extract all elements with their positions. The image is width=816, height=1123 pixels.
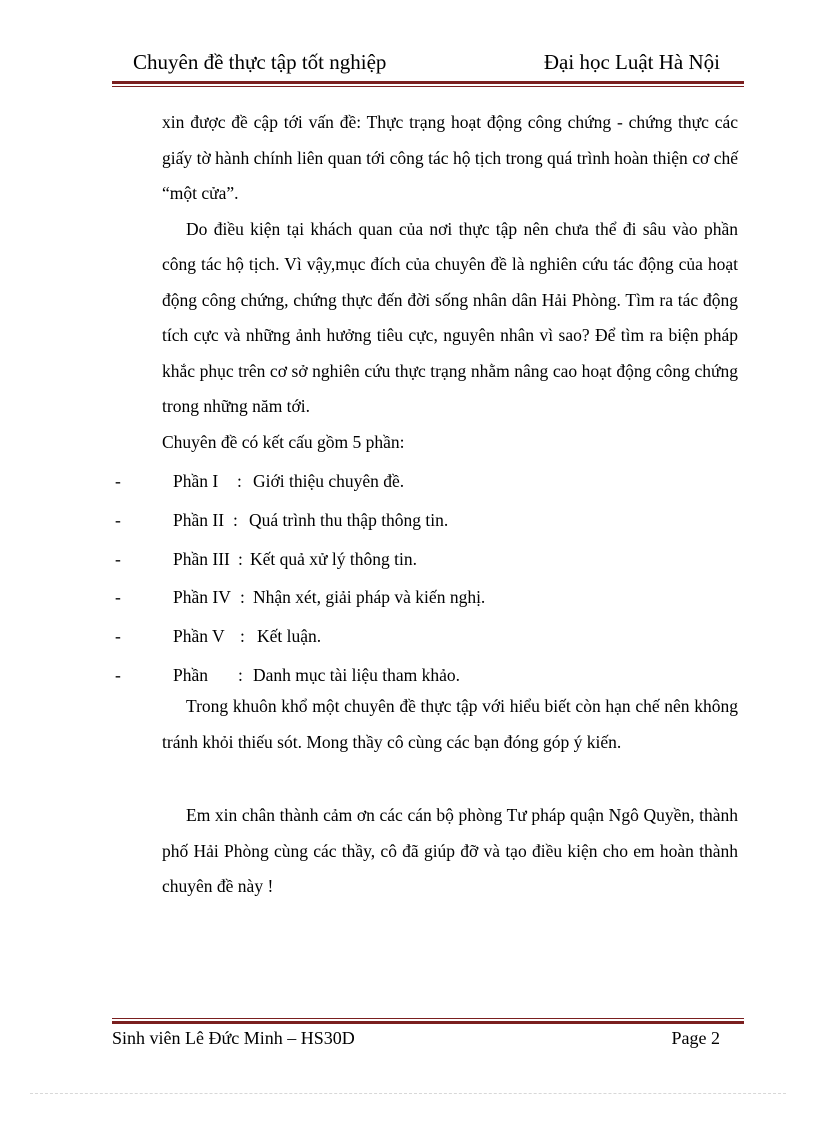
list-bullet: - <box>115 548 121 569</box>
section-name: Phần V <box>173 626 225 647</box>
section-colon: : <box>238 548 243 569</box>
section-name: Phần II <box>173 509 225 530</box>
section-desc: Quá trình thu thập thông tin. <box>249 509 449 530</box>
list-bullet: - <box>115 626 121 647</box>
section-desc: Kết quả xử lý thông tin. <box>250 548 417 569</box>
footer-author: Sinh viên Lê Đức Minh – HS30D <box>112 1028 355 1048</box>
closing-paragraph-1: Trong khuôn khổ một chuyên đề thực tập với hiểu biết còn hạn chế nên không tránh khỏi thiếu sót. Mong thầy cô cùng các bạn đóng góp ý kiến. <box>162 696 738 752</box>
section-desc: Giới thiệu chuyên đề. <box>253 471 405 491</box>
list-bullet: - <box>115 509 121 530</box>
page-number: Page 2 <box>671 1028 720 1048</box>
paragraph-1: xin được đề cập tới vấn đề: Thực trạng hoạt động công chứng - chứng thực các giấy tờ hành chính liên quan tới công tác hộ tịch trong quá trình hoàn thiện cơ chế “một cửa”. <box>162 112 738 203</box>
section-name: Phần IV <box>173 587 231 608</box>
closing-paragraph-2: Em xin chân thành cảm ơn các cán bộ phòng Tư pháp quận Ngô Quyền, thành phố Hải Phòng cùng các thầy, cô đã giúp đỡ và tạo điều kiện cho em hoàn thành chuyên đề này ! <box>162 805 738 896</box>
header-rule <box>112 81 744 87</box>
section-colon: : <box>233 509 238 530</box>
section-name: Phần <box>173 664 208 685</box>
section-name: Phần III <box>173 548 230 569</box>
footer-rule <box>112 1018 744 1024</box>
intro-text <box>162 105 738 460</box>
section-colon: : <box>240 587 245 608</box>
list-bullet: - <box>115 471 121 491</box>
section-name: Phần I <box>173 471 219 491</box>
page-boundary <box>30 1093 786 1094</box>
header-university: Đại học Luật Hà Nội <box>543 50 720 74</box>
section-desc: Danh mục tài liệu tham khảo. <box>253 664 461 685</box>
header-title: Chuyên đề thực tập tốt nghiệp <box>133 50 387 74</box>
thanks-text <box>162 798 738 905</box>
paragraph-2: Do điều kiện tại khách quan của nơi thực tập nên chưa thể đi sâu vào phần công tác hộ tịch. Vì vậy,mục đích của chuyên đề là nghiên cứu tác động của hoạt động công chứng, chứng thực đến đời sống nhân dân Hải Phòng. Tìm ra tác động tích cực và những ảnh hưởng tiêu cực, nguyên nhân vì sao? Để tìm ra biện pháp khắc phục trên cơ sở nghiên cứu thực trạng nhằm nâng cao hoạt động công chứng trong những năm tới. <box>162 218 738 416</box>
paragraph-3: Chuyên đề có kết cấu gồm 5 phần: <box>162 431 405 452</box>
section-colon: : <box>240 626 245 647</box>
closing-text <box>162 689 738 760</box>
list-bullet: - <box>115 664 121 685</box>
section-desc: Nhận xét, giải pháp và kiến nghị. <box>253 587 486 608</box>
section-colon: : <box>237 471 242 491</box>
list-bullet: - <box>115 587 121 608</box>
section-colon: : <box>238 664 243 685</box>
page-header <box>133 50 720 80</box>
section-desc: Kết luận. <box>257 626 322 647</box>
